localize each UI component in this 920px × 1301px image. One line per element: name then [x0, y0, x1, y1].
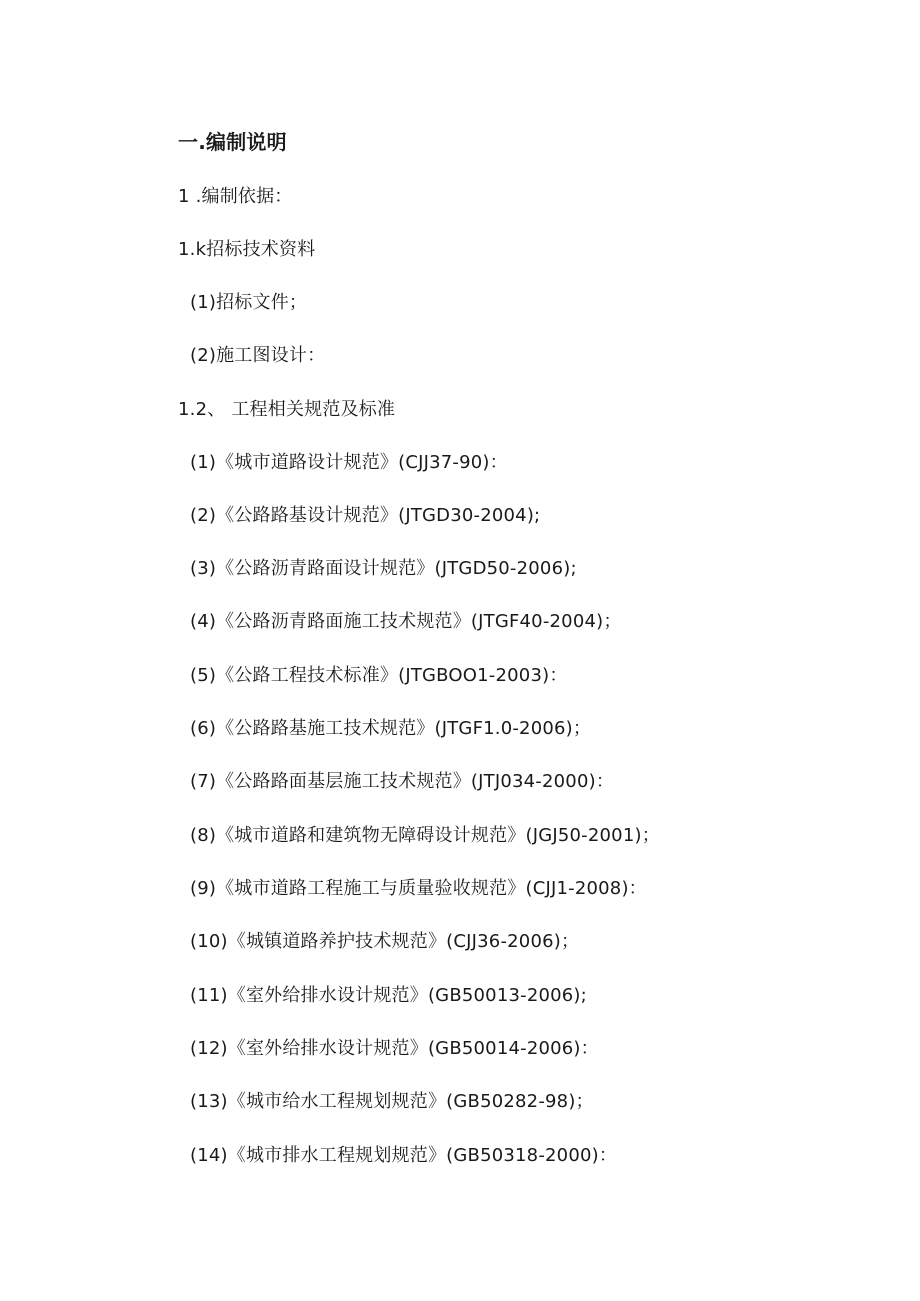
section-title: 1 .编制依据： [178, 186, 293, 207]
list-item: (14)《城市排水工程规划规范》(GB50318-2000)： [190, 1145, 618, 1166]
list-item: (4)《公路沥青路面施工技术规范》(JTGF40-2004)； [190, 611, 622, 632]
list-item: (1)《城市道路设计规范》(CJJ37-90)： [190, 452, 508, 473]
list-item: (11)《室外给排水设计规范》(GB50013-2006); [190, 985, 587, 1006]
list-item: (2)《公路路基设计规范》(JTGD30-2004); [190, 505, 541, 526]
list-item: (2)施工图设计： [190, 345, 326, 366]
list-item: (3)《公路沥青路面设计规范》(JTGD50-2006); [190, 558, 577, 579]
list-item: (8)《城市道路和建筑物无障碍设计规范》(JGJ50-2001)； [190, 825, 660, 846]
subsection-title: 1.2、 工程相关规范及标准 [178, 399, 396, 420]
list-item: (13)《城市给水工程规划规范》(GB50282-98)； [190, 1091, 594, 1112]
list-item: (7)《公路路面基层施工技术规范》(JTJ034-2000)： [190, 771, 615, 792]
list-item: (12)《室外给排水设计规范》(GB50014-2006)： [190, 1038, 599, 1059]
list-item: (1)招标文件； [190, 292, 308, 313]
section-heading: 一.编制说明 [178, 130, 287, 154]
list-item: (9)《城市道路工程施工与质量验收规范》(CJJ1-2008)： [190, 878, 647, 899]
subsection-title: 1.k招标技术资料 [178, 239, 316, 260]
list-item: (6)《公路路基施工技术规范》(JTGF1.0-2006)； [190, 718, 592, 739]
list-item: (10)《城镇道路养护技术规范》(CJJ36-2006)； [190, 931, 580, 952]
list-item: (5)《公路工程技术标准》(JTGBOO1-2003)： [190, 665, 568, 686]
